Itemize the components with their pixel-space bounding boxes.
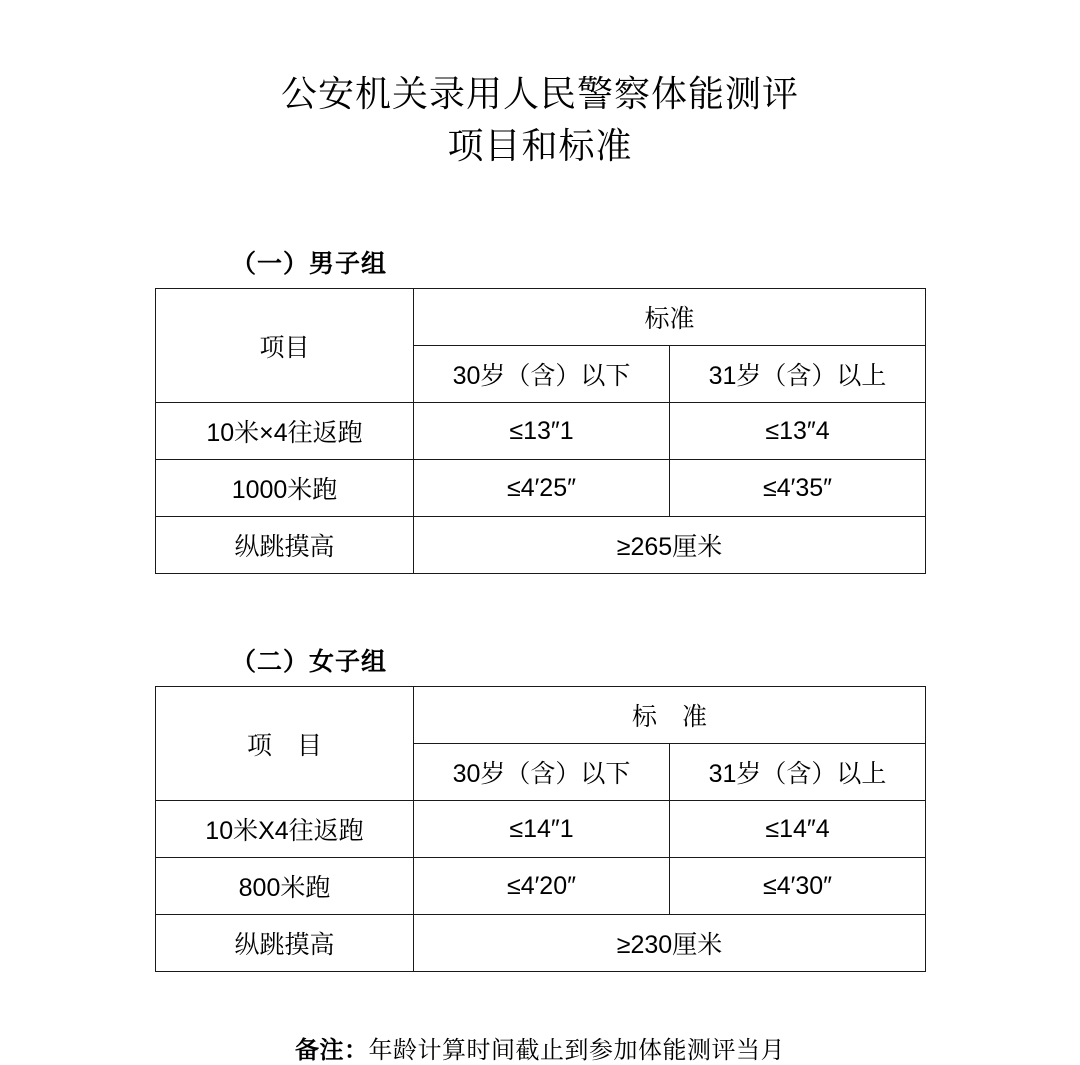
row-value-over: ≤13″4 <box>670 403 926 460</box>
section-heading-women: （二）女子组 <box>231 648 388 677</box>
row-value-under: ≤4′20″ <box>414 858 670 915</box>
table-men <box>155 288 926 574</box>
row-value-under: ≤13″1 <box>414 403 670 460</box>
header-age-over: 31岁（含）以上 <box>670 744 926 801</box>
row-item: 10米X4往返跑 <box>156 801 414 858</box>
row-value-over: ≤4′30″ <box>670 858 926 915</box>
header-age-under: 30岁（含）以下 <box>414 346 670 403</box>
table-row <box>156 915 926 972</box>
row-value-merged: ≥265厘米 <box>414 517 926 574</box>
row-value-merged: ≥230厘米 <box>414 915 926 972</box>
header-standard: 标准 <box>414 289 926 346</box>
header-age-under: 30岁（含）以下 <box>414 744 670 801</box>
row-value-over: ≤4′35″ <box>670 460 926 517</box>
table-row <box>156 687 926 744</box>
table-row <box>156 403 926 460</box>
row-item: 1000米跑 <box>156 460 414 517</box>
section-heading-men: （一）男子组 <box>231 250 388 279</box>
row-item: 纵跳摸高 <box>156 915 414 972</box>
table-women <box>155 686 926 972</box>
table-row <box>156 289 926 346</box>
header-item: 项 目 <box>156 687 414 801</box>
page-title <box>0 0 1080 172</box>
row-item: 800米跑 <box>156 858 414 915</box>
header-age-over: 31岁（含）以上 <box>670 346 926 403</box>
title-line-2: 项目和标准 <box>447 125 633 167</box>
row-value-over: ≤14″4 <box>670 801 926 858</box>
row-item: 10米×4往返跑 <box>156 403 414 460</box>
header-item: 项目 <box>156 289 414 403</box>
footnote <box>0 1030 1080 1065</box>
row-value-under: ≤4′25″ <box>414 460 670 517</box>
title-line-1: 公安机关录用人民警察体能测评 <box>280 73 799 114</box>
table-row <box>156 858 926 915</box>
footnote-text: 年龄计算时间截止到参加体能测评当月 <box>368 1037 785 1065</box>
header-standard: 标 准 <box>414 687 926 744</box>
table-row <box>156 460 926 517</box>
row-item: 纵跳摸高 <box>156 517 414 574</box>
table-row <box>156 801 926 858</box>
row-value-under: ≤14″1 <box>414 801 670 858</box>
footnote-label: 备注： <box>295 1037 369 1065</box>
section-men <box>155 244 925 574</box>
section-women <box>155 642 925 972</box>
table-row <box>156 517 926 574</box>
